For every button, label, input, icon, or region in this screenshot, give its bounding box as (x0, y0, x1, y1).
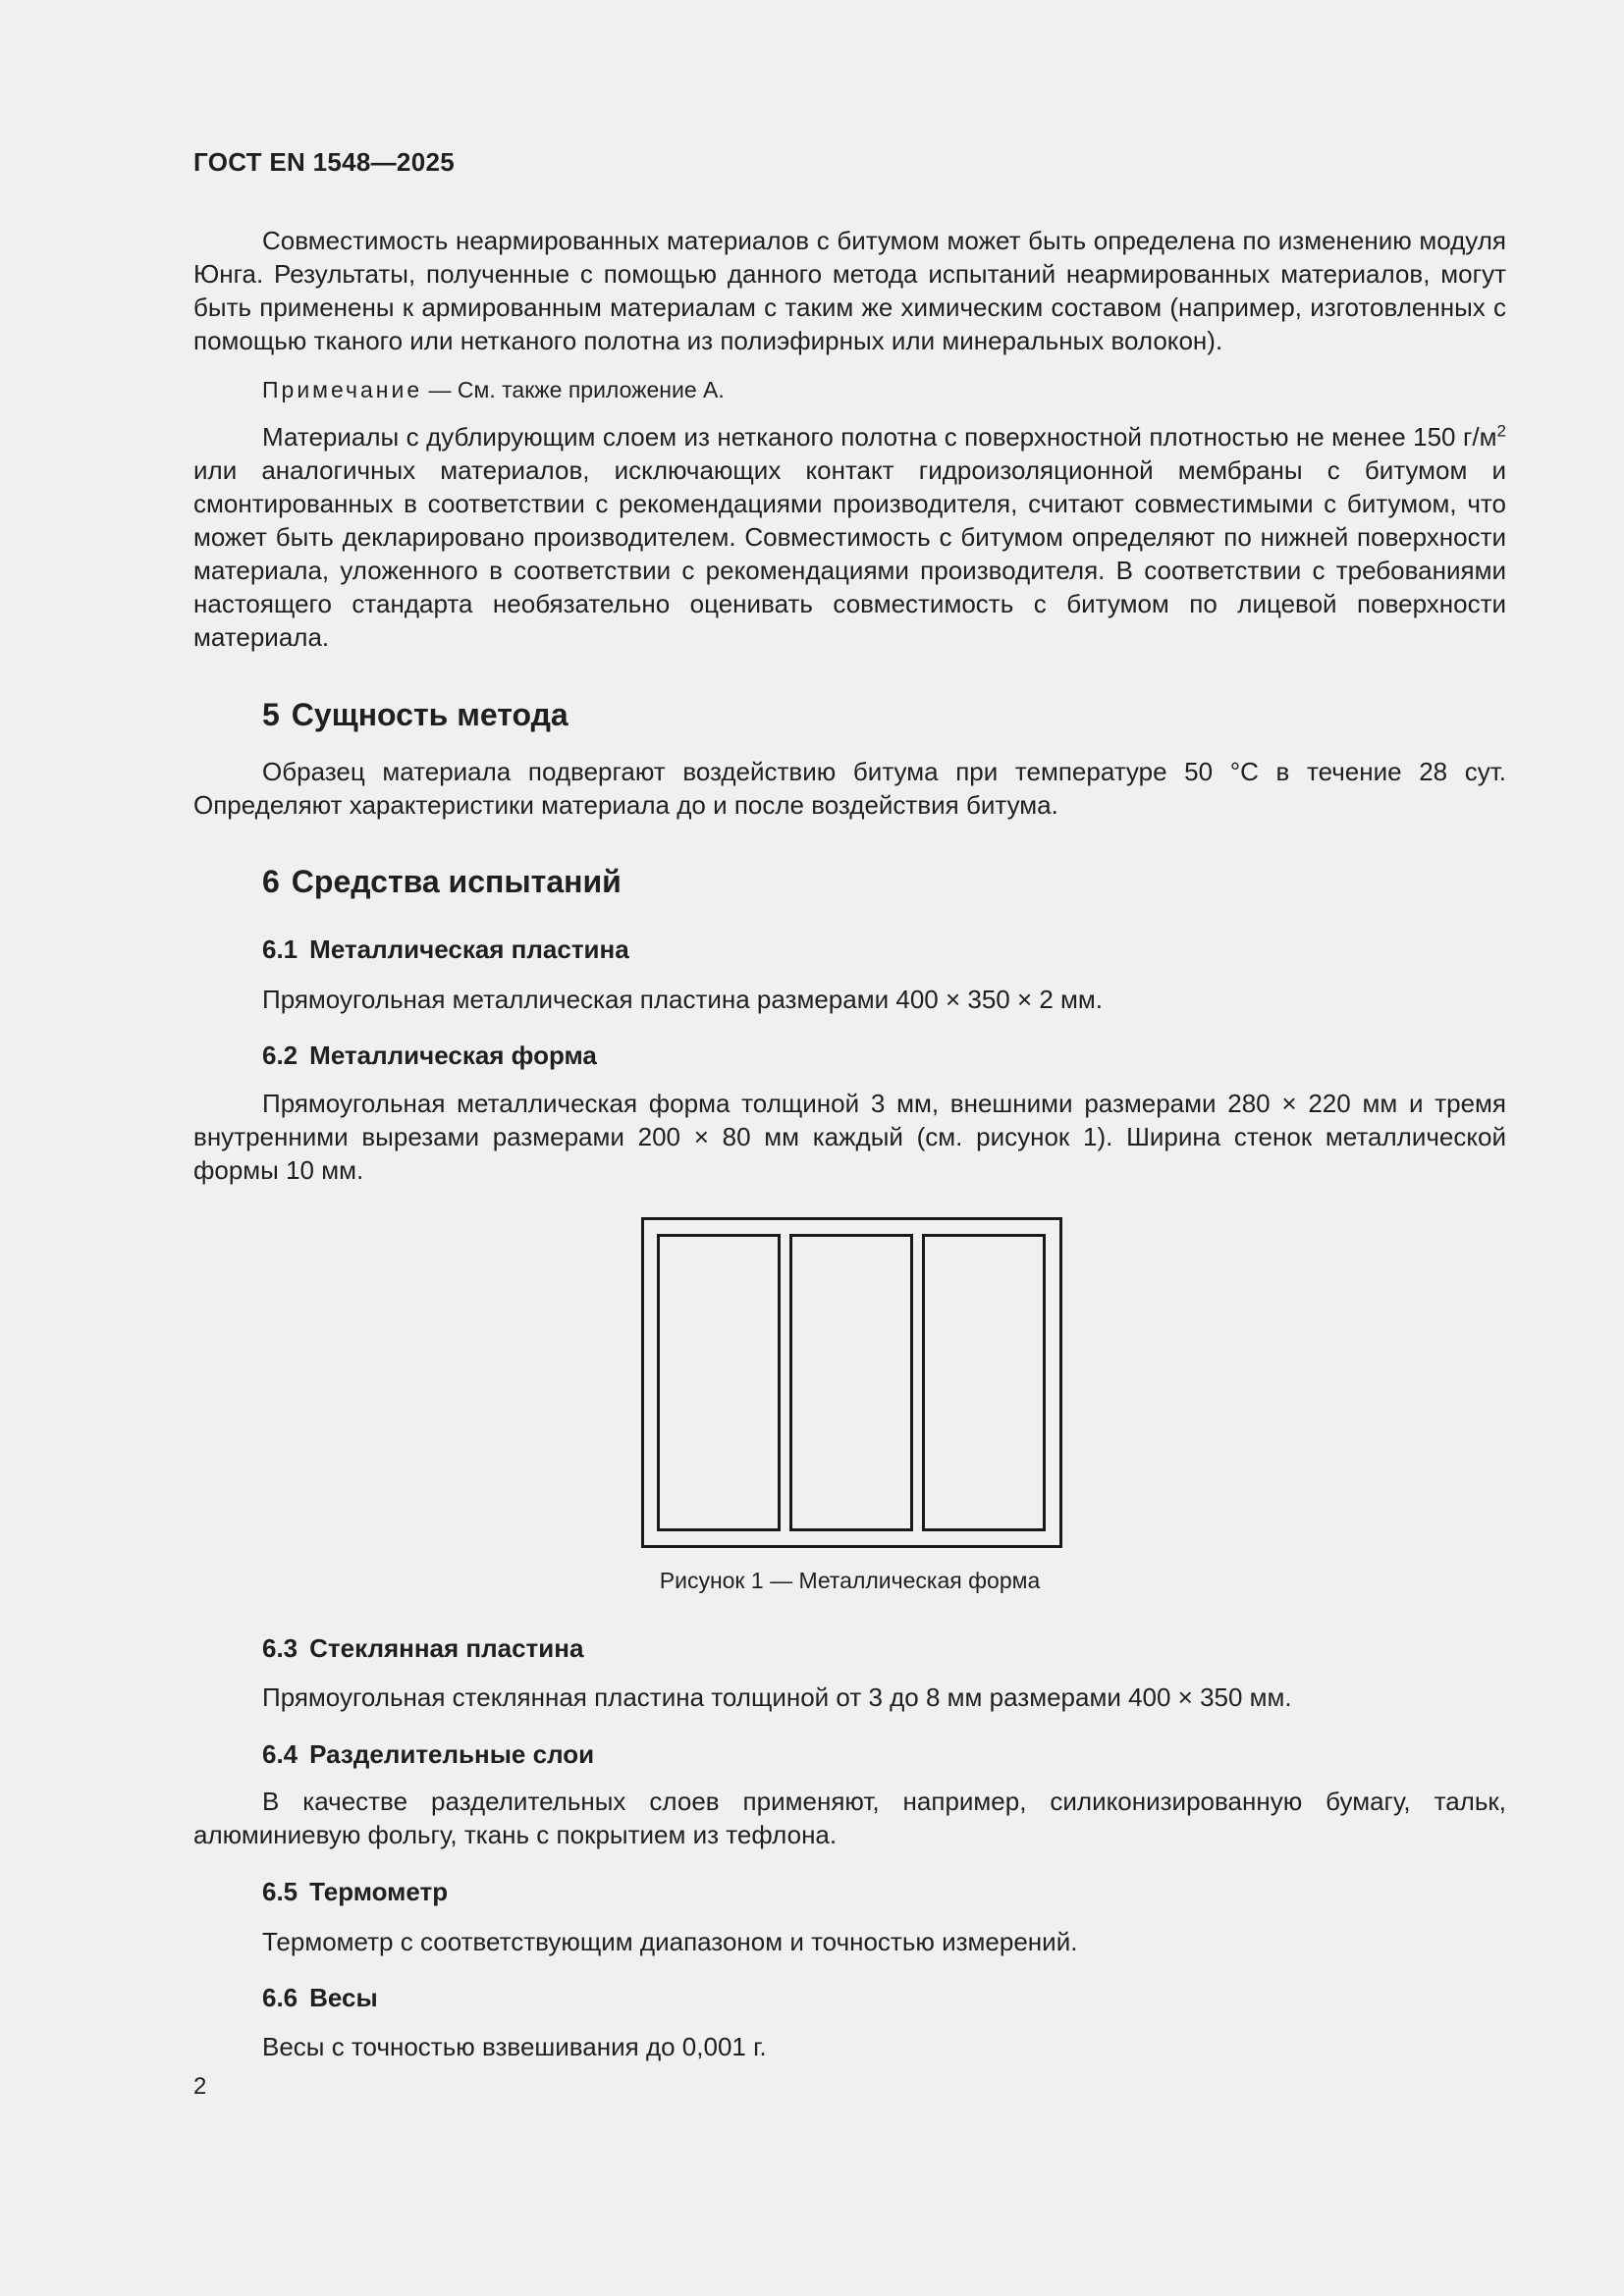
page-number: 2 (193, 2073, 207, 2100)
form-cutout-3 (924, 1236, 1045, 1530)
metal-form-figure (641, 1217, 1062, 1548)
form-cutout-1 (659, 1236, 780, 1530)
section-6-2-text: Прямоугольная металлическая форма толщиной 3 мм, внешними размерами 280 × 220 мм и тремя внутренними вырезами размерами 200 × 80 мм каждый (см. рисунок 1). Ширина стенок металлической формы 10 мм. (193, 1089, 1506, 1185)
intro-paragraph-1: Совместимость неармированных материалов с битумом может быть определена по изменению модуля Юнга. Результаты, полученные с помощью данного метода испытаний неармированных материалов, могут быть применены к армированным материалам с таким же химическим составом (например, изготовленных с помощью тканого или нетканого полотна из полиэфирных или минеральных волокон). (193, 226, 1506, 355)
form-outer-frame (643, 1219, 1061, 1547)
section-6-4-text: В качестве разделительных слоев применяют, например, силиконизированную бумагу, тальк, алюминиевую фольгу, ткань с покрытием из тефлона. (193, 1787, 1506, 1849)
document-header: ГОСТ EN 1548—2025 (193, 147, 455, 177)
figure-caption: Рисунок 1 — Металлическая форма (659, 1568, 1041, 1593)
section-6-6-title: Весы (309, 1983, 378, 2012)
section-6-5-heading (262, 1877, 448, 1907)
para2-part-a: Материалы с дублирующим слоем из нетканого полотна с поверхностной плотностью не менее 150 г/м (262, 422, 1497, 452)
note (262, 375, 725, 404)
note-text: — См. также приложение А. (422, 377, 725, 402)
section-6-4-heading (262, 1739, 594, 1770)
section-6-1-title: Металлическая пластина (309, 934, 629, 964)
section-6-3-text: Прямоугольная стеклянная пластина толщиной от 3 до 8 мм размерами 400 × 350 мм. (262, 1682, 1292, 1712)
section-6-4-title: Разделительные слои (309, 1739, 595, 1769)
section-6-heading (262, 864, 622, 900)
section-5-title: Сущность метода (291, 697, 568, 732)
section-6-1-heading (262, 934, 629, 965)
section-6-5-number: 6.5 (262, 1877, 298, 1906)
section-6-1-text: Прямоугольная металлическая пластина размерами 400 × 350 × 2 мм. (262, 985, 1104, 1014)
section-5-text: Образец материала подвергают воздействию битума при температуре 50 °С в течение 28 сут. Определяют характеристики материала до и после воздействия битума. (193, 757, 1506, 820)
section-6-3-number: 6.3 (262, 1633, 298, 1663)
section-6-1-number: 6.1 (262, 934, 298, 964)
section-5-number: 5 (262, 697, 280, 732)
section-6-5-text: Термометр с соответствующим диапазоном и точностью измерений. (262, 1927, 1078, 1956)
section-6-6-number: 6.6 (262, 1983, 298, 2012)
form-cutout-2 (791, 1236, 912, 1530)
para2-part-b: или аналогичных материалов, исключающих контакт гидроизоляционной мембраны с битумом и смонтированных в соответствии с рекомендациями производителя, считают совместимыми с битумом, что может быть декларировано производителем. Совместимость с битумом определяют по нижней поверхности материала, уложенного в соответствии с рекомендациями производителя. В соответствии с требованиями настоящего стандарта необязательно оценивать совместимость с битумом по лицевой поверхности материала. (193, 455, 1506, 652)
intro-paragraph-2 (193, 420, 1506, 654)
section-6-number: 6 (262, 864, 280, 899)
section-6-5-title: Термометр (309, 1877, 449, 1906)
section-6-title: Средства испытаний (291, 864, 622, 899)
section-6-3-title: Стеклянная пластина (309, 1633, 584, 1663)
section-6-3-heading (262, 1633, 583, 1664)
section-6-6-text: Весы с точностью взвешивания до 0,001 г. (262, 2032, 767, 2061)
note-label: Примечание (262, 377, 423, 402)
section-6-6-heading (262, 1983, 378, 2013)
section-5-heading (262, 697, 568, 733)
section-6-2-heading (262, 1041, 597, 1071)
section-6-2-title: Металлическая форма (309, 1041, 597, 1070)
para2-superscript: 2 (1496, 421, 1506, 441)
section-6-4-number: 6.4 (262, 1739, 298, 1769)
section-6-2-number: 6.2 (262, 1041, 298, 1070)
